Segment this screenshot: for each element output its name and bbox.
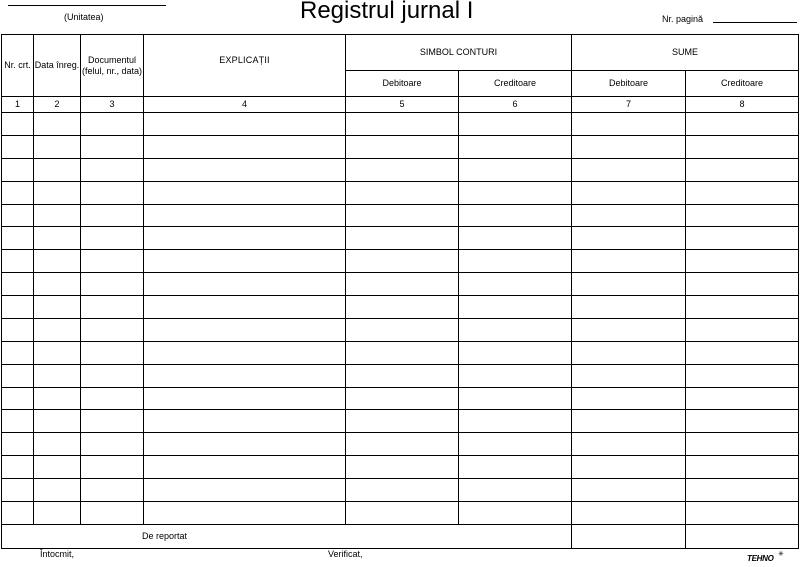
header-data-inreg: Data înreg. [34,35,81,97]
header-simbol-conturi: SIMBOL CONTURI [346,35,572,71]
entry-cell[interactable] [686,204,799,227]
entry-cell[interactable] [81,250,144,273]
entry-cell[interactable] [346,181,459,204]
entry-cell[interactable] [81,273,144,296]
table-row [2,364,799,387]
entry-cell[interactable] [34,479,81,502]
entry-cell[interactable] [459,433,572,456]
entry-cell[interactable] [34,113,81,136]
entry-cell[interactable] [686,113,799,136]
entry-cell[interactable] [572,341,686,364]
header-sume: SUME [572,35,799,71]
entry-cell[interactable] [34,456,81,479]
entry-cell[interactable] [2,113,34,136]
entry-cell[interactable] [2,456,34,479]
entry-cell[interactable] [144,433,346,456]
entry-cell[interactable] [572,273,686,296]
prepared-by-label: Întocmit, [40,549,75,559]
entry-cell[interactable] [144,410,346,433]
carry-forward-debit-cell[interactable] [572,524,686,548]
entry-cell[interactable] [34,341,81,364]
entry-cell[interactable] [81,158,144,181]
entry-cell[interactable] [34,433,81,456]
entry-cell[interactable] [34,318,81,341]
table-row [2,296,799,319]
table-row [2,456,799,479]
entry-cell[interactable] [686,158,799,181]
carry-forward-label: De reportat [2,524,572,548]
entry-cell[interactable] [686,433,799,456]
entry-cell[interactable] [2,273,34,296]
entry-cell[interactable] [81,479,144,502]
entry-cell[interactable] [2,410,34,433]
logo-sun-icon: ✳ [778,551,784,558]
tehno-logo: TEHNO [747,554,774,563]
column-number-row [2,97,799,113]
entry-cell[interactable] [346,296,459,319]
entry-cell[interactable] [81,433,144,456]
entry-cell[interactable] [459,250,572,273]
entry-cell[interactable] [459,318,572,341]
entry-cell[interactable] [34,158,81,181]
entry-cell[interactable] [346,273,459,296]
entry-cell[interactable] [144,479,346,502]
entry-cell[interactable] [144,273,346,296]
entry-cell[interactable] [2,318,34,341]
entry-cell[interactable] [2,158,34,181]
table-row [2,204,799,227]
entry-cell[interactable] [34,387,81,410]
header-sume-debitoare: Debitoare [572,71,686,97]
entry-cell[interactable] [459,410,572,433]
entry-cell[interactable] [81,135,144,158]
entry-cell[interactable] [572,250,686,273]
entry-cell[interactable] [2,433,34,456]
verified-by-label: Verificat, [328,549,363,559]
entry-cell[interactable] [572,158,686,181]
entry-cell[interactable] [459,135,572,158]
table-row [2,181,799,204]
column-number: 2 [34,97,81,113]
entry-cell[interactable] [144,181,346,204]
page-title: Registrul jurnal I [300,0,474,24]
entry-cell[interactable] [346,387,459,410]
header-documentul: Documentul (felul, nr., data) [81,35,144,97]
table-row [2,135,799,158]
entry-cell[interactable] [346,227,459,250]
unit-label: (Unitatea) [64,12,104,22]
entry-cell[interactable] [346,410,459,433]
entry-cell[interactable] [459,113,572,136]
column-number: 4 [144,97,346,113]
entry-cell[interactable] [144,501,346,524]
entry-cell[interactable] [459,296,572,319]
entry-cell[interactable] [686,273,799,296]
entry-cell[interactable] [686,501,799,524]
header-simbol-creditoare: Creditoare [459,71,572,97]
entry-cell[interactable] [144,227,346,250]
column-number: 6 [459,97,572,113]
entry-cell[interactable] [81,113,144,136]
entry-cell[interactable] [459,501,572,524]
column-number: 1 [2,97,34,113]
entry-cell[interactable] [34,250,81,273]
header-nr-crt: Nr. crt. [2,35,34,97]
entry-cell[interactable] [346,250,459,273]
entry-cell[interactable] [2,181,34,204]
entry-cell[interactable] [144,250,346,273]
entry-cell[interactable] [686,227,799,250]
entry-cell[interactable] [459,364,572,387]
entry-cell[interactable] [346,135,459,158]
entry-cell[interactable] [81,181,144,204]
entry-cell[interactable] [346,433,459,456]
entry-cell[interactable] [144,387,346,410]
entry-cell[interactable] [2,204,34,227]
entry-cell[interactable] [2,250,34,273]
table-row [2,227,799,250]
table-row [2,318,799,341]
entry-cell[interactable] [572,501,686,524]
entry-cell[interactable] [81,318,144,341]
table-row [2,250,799,273]
table-row [2,433,799,456]
journal-table [1,34,799,549]
entry-cell[interactable] [686,135,799,158]
entry-cell[interactable] [34,410,81,433]
entry-cell[interactable] [459,387,572,410]
carry-forward-credit-cell[interactable] [686,524,799,548]
entry-cell[interactable] [572,296,686,319]
entry-cell[interactable] [686,181,799,204]
entry-cell[interactable] [346,318,459,341]
table-row [2,158,799,181]
table-row [2,113,799,136]
entry-cell[interactable] [572,204,686,227]
entry-cell[interactable] [81,501,144,524]
entry-cell[interactable] [459,456,572,479]
entry-cell[interactable] [34,364,81,387]
unit-signature-line [8,5,166,6]
entry-cell[interactable] [572,433,686,456]
entry-cell[interactable] [144,456,346,479]
entry-cell[interactable] [81,296,144,319]
entry-cell[interactable] [346,204,459,227]
entry-cell[interactable] [2,501,34,524]
entry-cell[interactable] [686,296,799,319]
entry-cell[interactable] [2,296,34,319]
page-number-line [713,22,797,23]
entry-cell[interactable] [144,135,346,158]
entry-cell[interactable] [2,387,34,410]
entry-cell[interactable] [144,296,346,319]
entry-cell[interactable] [81,227,144,250]
entry-cell[interactable] [346,364,459,387]
entry-cell[interactable] [144,341,346,364]
entry-cell[interactable] [144,158,346,181]
entry-cell[interactable] [346,456,459,479]
entry-cell[interactable] [572,181,686,204]
entry-cell[interactable] [572,227,686,250]
table-row [2,479,799,502]
column-number: 3 [81,97,144,113]
entry-cell[interactable] [81,204,144,227]
entry-cell[interactable] [572,318,686,341]
entry-cell[interactable] [686,479,799,502]
entry-cell[interactable] [34,204,81,227]
entry-cell[interactable] [34,296,81,319]
entry-cell[interactable] [686,341,799,364]
entry-cell[interactable] [572,113,686,136]
column-number: 8 [686,97,799,113]
entry-cell[interactable] [572,364,686,387]
entry-cell[interactable] [572,135,686,158]
table-row [2,387,799,410]
entry-cell[interactable] [459,181,572,204]
entry-cell[interactable] [686,387,799,410]
entry-cell[interactable] [34,227,81,250]
entry-cell[interactable] [459,227,572,250]
entry-cell[interactable] [144,204,346,227]
entry-cell[interactable] [144,318,346,341]
header-explicatii: EXPLICAȚII [144,35,346,97]
entry-cell[interactable] [459,273,572,296]
entry-cell[interactable] [686,456,799,479]
entry-cell[interactable] [81,364,144,387]
entry-cell[interactable] [346,113,459,136]
entry-cell[interactable] [572,456,686,479]
entry-cell[interactable] [346,501,459,524]
entry-cell[interactable] [459,158,572,181]
entry-cell[interactable] [81,341,144,364]
entry-cell[interactable] [346,158,459,181]
entry-cell[interactable] [459,341,572,364]
entry-cell[interactable] [81,410,144,433]
entry-cell[interactable] [572,479,686,502]
entry-cell[interactable] [2,227,34,250]
entry-cell[interactable] [346,479,459,502]
entry-cell[interactable] [34,135,81,158]
entry-cell[interactable] [34,181,81,204]
entry-cell[interactable] [346,341,459,364]
column-number: 5 [346,97,459,113]
entry-cell[interactable] [2,479,34,502]
header-sume-creditoare: Creditoare [686,71,799,97]
entry-cell[interactable] [686,250,799,273]
entry-cell[interactable] [459,479,572,502]
entry-cell[interactable] [81,456,144,479]
entry-cell[interactable] [144,364,346,387]
table-row [2,341,799,364]
entry-cell[interactable] [2,135,34,158]
entry-cell[interactable] [686,364,799,387]
table-row [2,273,799,296]
column-number: 7 [572,97,686,113]
entry-cell[interactable] [572,387,686,410]
entry-cell[interactable] [572,410,686,433]
entry-cell[interactable] [81,387,144,410]
table-row [2,410,799,433]
entry-cell[interactable] [2,341,34,364]
entry-cell[interactable] [686,410,799,433]
entry-cell[interactable] [459,204,572,227]
page-number-label: Nr. pagină [662,14,704,24]
entry-cell[interactable] [34,273,81,296]
entry-cell[interactable] [34,501,81,524]
entry-cell[interactable] [686,318,799,341]
entry-cell[interactable] [2,364,34,387]
table-row [2,501,799,524]
entry-cell[interactable] [144,113,346,136]
header-simbol-debitoare: Debitoare [346,71,459,97]
